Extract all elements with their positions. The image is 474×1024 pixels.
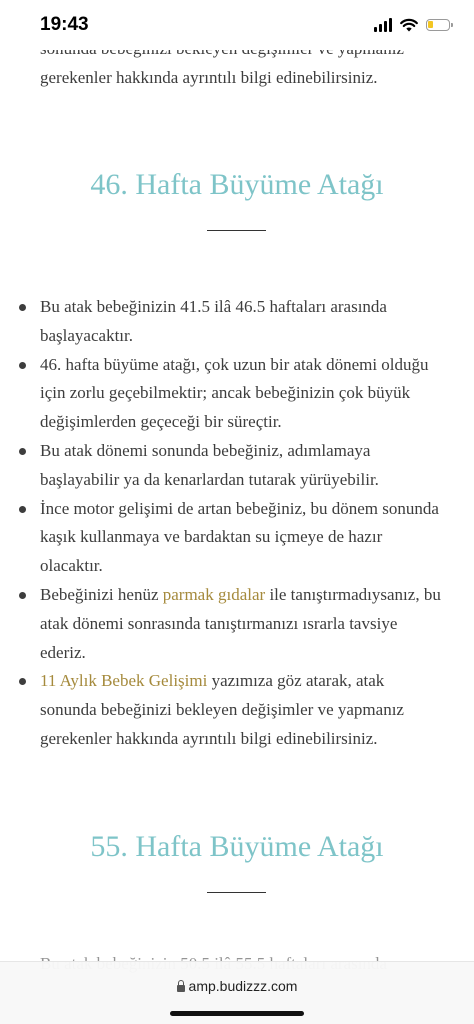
url-text: amp.budizzz.com (188, 978, 298, 994)
bullet-list (0, 293, 474, 754)
address-bar[interactable] (0, 978, 474, 994)
lock-icon (177, 985, 185, 992)
baby-development-link[interactable]: 11 Aylık Bebek Gelişimi (40, 671, 208, 691)
browser-bottom-bar (0, 961, 474, 1024)
intro-paragraph: gerekenler hakkında ayrıntılı bilgi edinebilirsiniz. (40, 68, 378, 87)
list-item: Bu atak dönemi sonunda bebeğiniz, adımlamaya başlayabilir ya da kenarlardan tutarak yürüyebilir. (0, 437, 474, 495)
battery-icon (426, 19, 450, 31)
wifi-icon (400, 18, 418, 32)
section-title-46: 46. Hafta Büyüme Atağı (90, 168, 384, 201)
list-item: Bebeğinizi henüz parmak gıdalar ile tanıştırmadıysanız, bu atak dönemi sonrasında tanıştırmanızı ısrarla tavsiye ederiz. (0, 581, 474, 667)
home-indicator[interactable] (170, 1011, 304, 1016)
list-item: 11 Aylık Bebek Gelişimi yazımıza göz atarak, atak sonunda bebeğinizi bekleyen değişimler ve yapmanız gerekenler hakkında ayrıntılı bilgi edinebilirsiniz. (0, 667, 474, 753)
section-title-55: 55. Hafta Büyüme Atağı (90, 830, 384, 863)
title-divider (207, 892, 266, 893)
list-item: Bu atak bebeğinizin 41.5 ilâ 46.5 haftaları arasında başlayacaktır. (0, 293, 474, 351)
cellular-signal-icon (374, 18, 392, 32)
status-time: 19:43 (40, 14, 89, 35)
title-divider (207, 230, 266, 231)
list-item: 46. hafta büyüme atağı, çok uzun bir atak dönemi olduğu için zorlu geçebilmektir; ancak bebeğinizin çok büyük değişimlerden geçeceği bir süreçtir. (0, 351, 474, 437)
status-icons (374, 14, 450, 36)
list-item: İnce motor gelişimi de artan bebeğiniz, bu dönem sonunda kaşık kullanmaya ve bardaktan su içmeye de hazır olacaktır. (0, 495, 474, 581)
status-bar (0, 0, 474, 50)
finger-foods-link[interactable]: parmak gıdalar (162, 584, 266, 604)
